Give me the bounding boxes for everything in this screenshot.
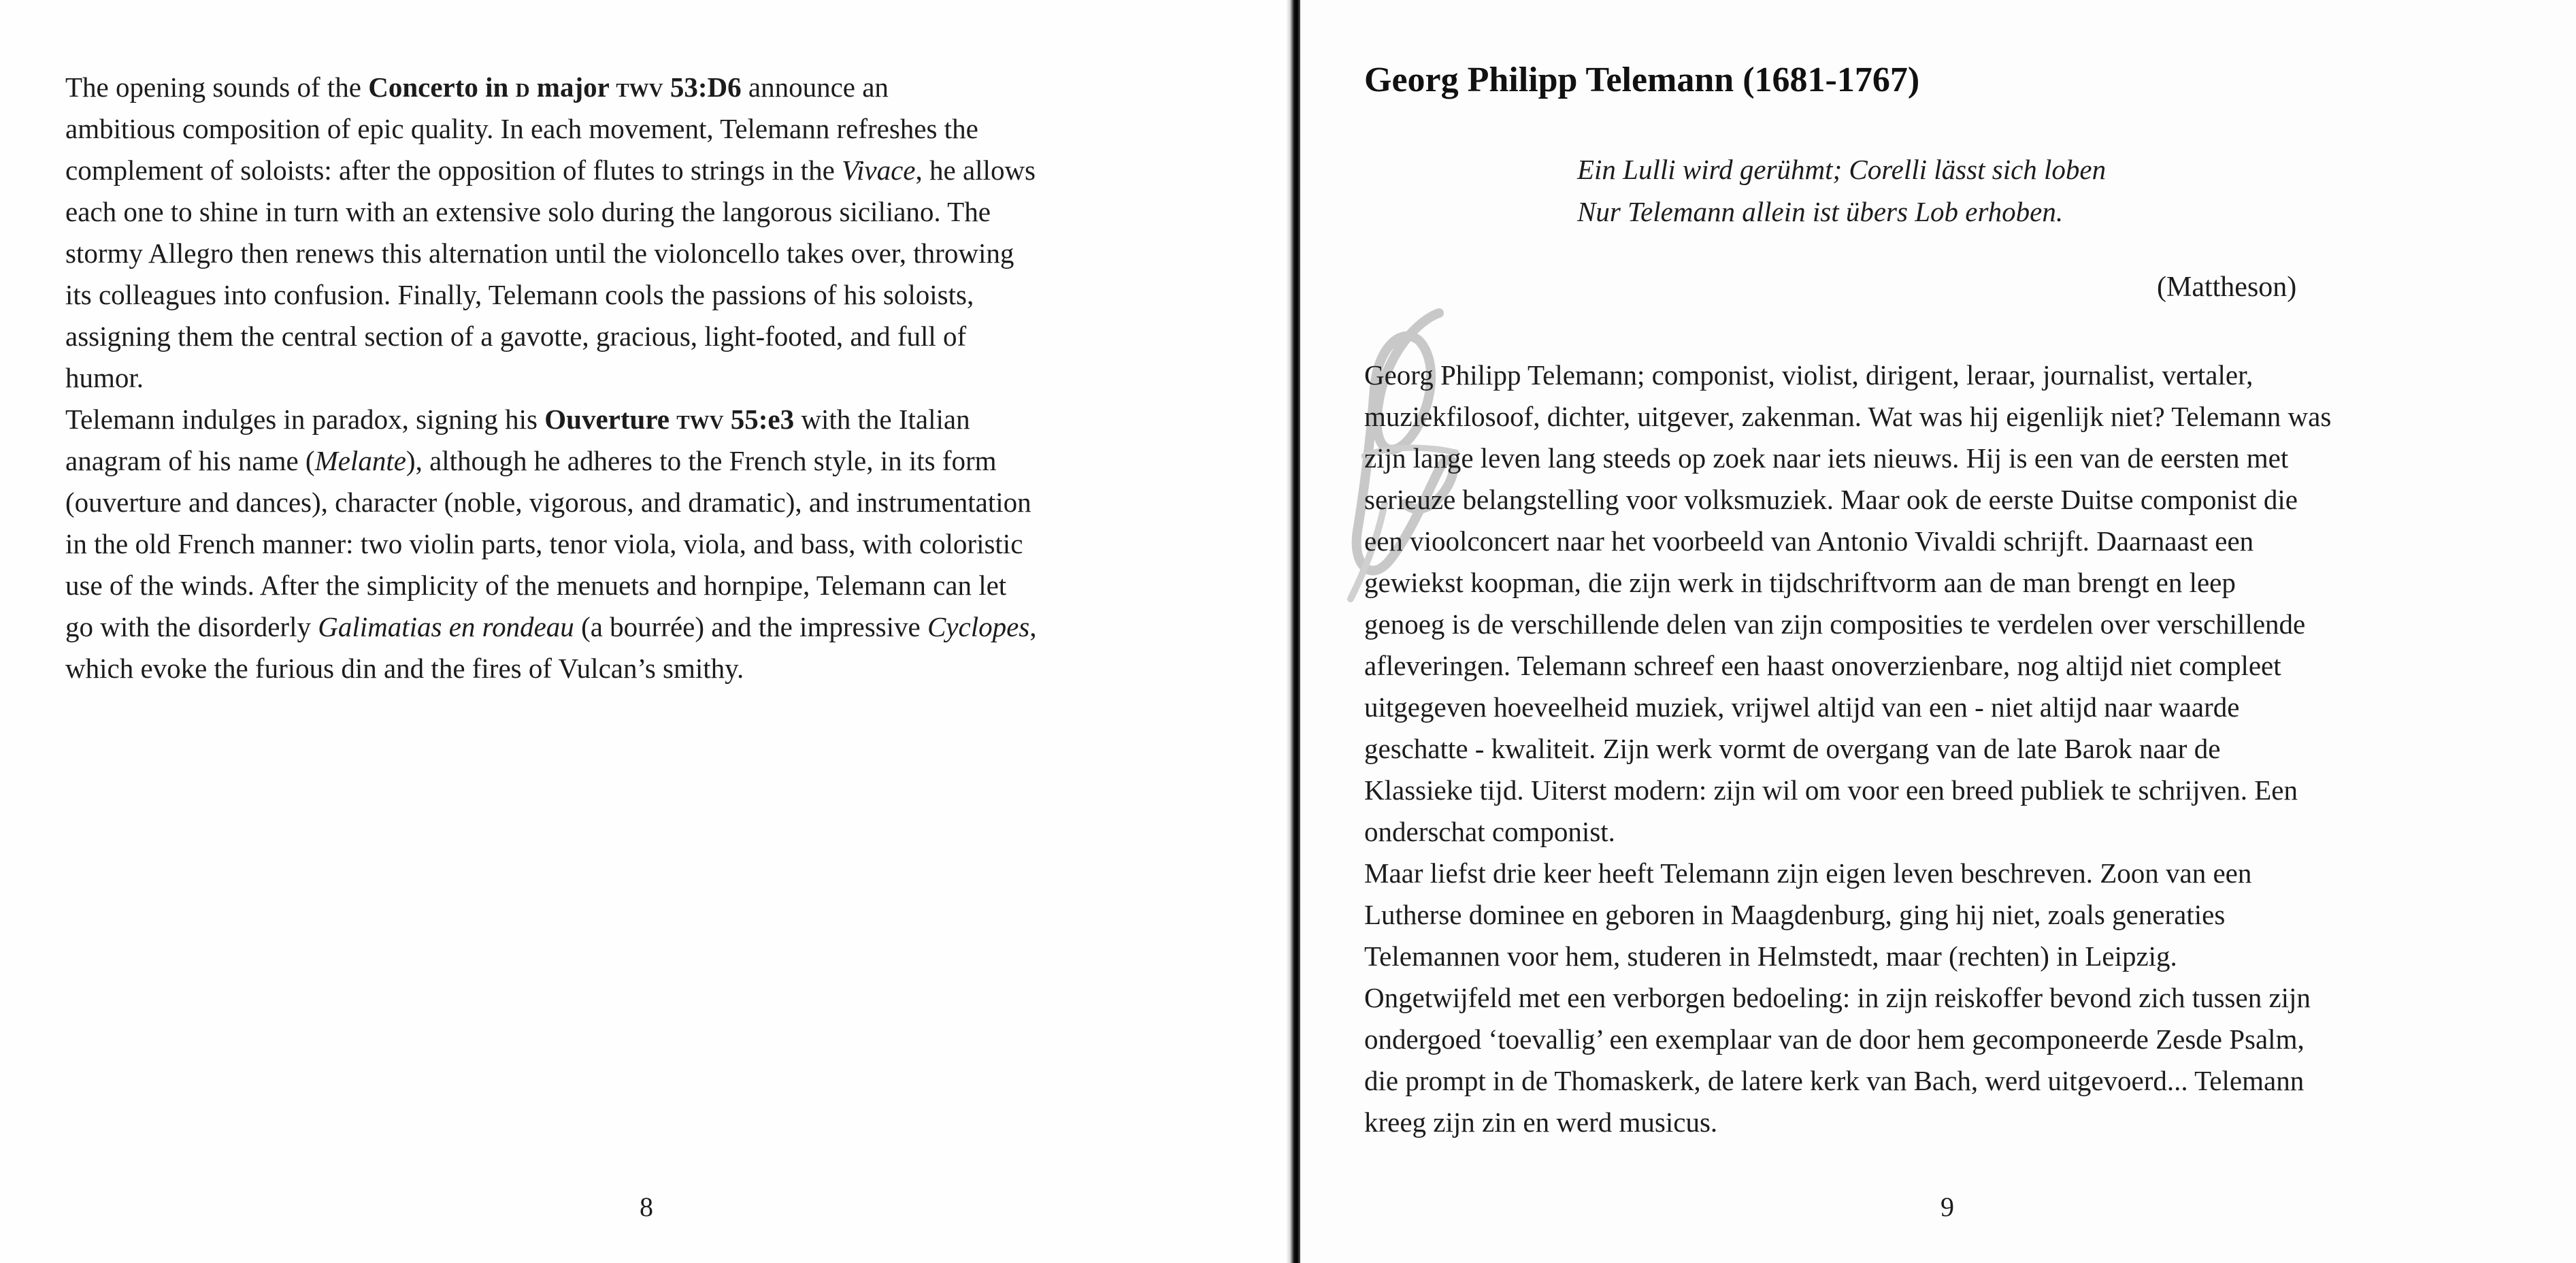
text-line: muziekfilosoof, dichter, uitgever, zakenman. Wat was hij eigenlijk niet? Telemann was (1364, 401, 2332, 432)
text-line (65, 606, 1236, 648)
text-run: major (529, 71, 616, 103)
text-run: ), although he adheres to the French style, in its form (406, 445, 997, 476)
text-line: serieuze belangstelling voor volksmuziek. Maar ook de eerste Duitse componist die (1364, 484, 2298, 515)
epigraph-line: Nur Telemann allein ist übers Lob erhoben. (1577, 196, 2064, 227)
text-line: gewiekst koopman, die zijn werk in tijdschriftvorm aan de man brengt en leep (1364, 567, 2236, 598)
text-run: (ouverture and dances), character (noble, vigorous, and dramatic), and instrumentation (65, 487, 1031, 518)
text-line: afleveringen. Telemann schreef een haast onoverzienbare, nog altijd niet compleet (1364, 650, 2281, 681)
text-run: Telemann indulges in paradox, signing his (65, 404, 545, 435)
text-line (65, 108, 1236, 150)
text-line (65, 565, 1236, 606)
text-run: stormy Allegro then renews this alternation until the violoncello takes over, throwing (65, 237, 1014, 269)
text-run: humor. (65, 362, 144, 393)
text-run: , he allows (915, 154, 1036, 186)
text-run: Concerto in (368, 71, 516, 103)
text-run: use of the winds. After the simplicity of the menuets and hornpipe, Telemann can let (65, 570, 1007, 601)
right-body-text (1364, 355, 2521, 1143)
text-run: Ouverture (544, 404, 677, 435)
text-run: with the Italian (794, 404, 970, 435)
text-line: een vioolconcert naar het voorbeeld van Antonio Vivaldi schrijft. Daarnaast een (1364, 525, 2254, 557)
text-run: , (1029, 611, 1037, 642)
text-run: 55:e3 (723, 404, 795, 435)
page-heading: Georg Philipp Telemann (1681-1767) (1364, 61, 1920, 99)
text-line: uitgegeven hoeveelheid muziek, vrijwel altijd van een - niet altijd naar waarde (1364, 691, 2240, 723)
text-line (65, 648, 1236, 689)
text-run: in the old French manner: two violin parts, tenor viola, viola, and bass, with coloristic (65, 528, 1023, 559)
text-line (65, 357, 1236, 399)
text-run: Galimatias en rondeau (318, 611, 574, 642)
paragraph-concerto (65, 67, 1236, 399)
paragraph-ouverture (65, 399, 1236, 689)
text-line (65, 274, 1236, 316)
text-run: Vivace (842, 154, 916, 186)
text-run: which evoke the furious din and the fires of Vulcan’s smithy. (65, 653, 744, 684)
text-line: kreeg zijn zin en werd musicus. (1364, 1106, 1718, 1138)
text-run: Melante (314, 445, 406, 476)
text-line (65, 523, 1236, 565)
text-line: Lutherse dominee en geboren in Maagdenburg, ging hij niet, zoals generaties (1364, 899, 2226, 930)
text-line: Georg Philipp Telemann; componist, violist, dirigent, leraar, journalist, vertaler, (1364, 359, 2253, 391)
text-run: Cyclopes (927, 611, 1030, 642)
text-line (65, 440, 1236, 482)
text-line: ondergoed ‘toevallig’ een exemplaar van de door hem gecomponeerde Zesde Psalm, (1364, 1023, 2305, 1055)
text-run: announce an (741, 71, 889, 103)
text-line: die prompt in de Thomaskerk, de latere kerk van Bach, werd uitgevoerd... Telemann (1364, 1065, 2305, 1096)
text-run: 53:D6 (663, 71, 742, 103)
page-number-right: 9 (1941, 1192, 1954, 1222)
text-run: ambitious composition of epic quality. In each movement, Telemann refreshes the (65, 113, 978, 144)
text-line (65, 316, 1236, 357)
left-body-text (65, 67, 1236, 689)
text-line: onderschat componist. (1364, 816, 1615, 847)
page-number-left: 8 (640, 1192, 653, 1222)
text-run: twv (676, 404, 724, 435)
epigraph-line: Ein Lulli wird gerühmt; Corelli lässt sich loben (1577, 154, 2107, 185)
text-run: each one to shine in turn with an extensive solo during the langorous siciliano. The (65, 196, 991, 227)
text-line: zijn lange leven lang steeds op zoek naar iets nieuws. Hij is een van de eersten met (1364, 442, 2289, 474)
text-line (65, 482, 1236, 523)
text-run: complement of soloists: after the opposition of flutes to strings in the (65, 154, 842, 186)
text-line (65, 150, 1236, 191)
text-line: Maar liefst drie keer heeft Telemann zijn eigen leven beschreven. Zoon van een (1364, 857, 2252, 889)
text-line: geschatte - kwaliteit. Zijn werk vormt de overgang van de late Barok naar de (1364, 733, 2221, 764)
text-line: Telemannen voor hem, studeren in Helmstedt, maar (rechten) in Leipzig. (1364, 940, 2177, 972)
epigraph-attribution: (Mattheson) (2157, 272, 2297, 303)
text-line (65, 233, 1236, 274)
text-run: twv (616, 71, 663, 103)
text-run: assigning them the central section of a gavotte, gracious, light-footed, and full of (65, 321, 967, 352)
text-line (65, 67, 1236, 108)
text-line (65, 399, 1236, 440)
text-run: (a bourrée) and the impressive (574, 611, 927, 642)
text-line: Klassieke tijd. Uiterst modern: zijn wil om voor een breed publiek te schrijven. Een (1364, 774, 2298, 806)
text-run: The opening sounds of the (65, 71, 369, 103)
epigraph (1577, 148, 2106, 233)
text-line: Ongetwijfeld met een verborgen bedoeling: in zijn reiskoffer bevond zich tussen zijn (1364, 982, 2311, 1013)
text-run: its colleagues into confusion. Finally, Telemann cools the passions of his soloists, (65, 279, 974, 310)
text-line (65, 191, 1236, 233)
text-line: genoeg is de verschillende delen van zijn composities te verdelen over verschillende (1364, 608, 2306, 640)
text-run: anagram of his name ( (65, 445, 315, 476)
text-run: go with the disorderly (65, 611, 318, 642)
text-run: d (515, 71, 530, 103)
